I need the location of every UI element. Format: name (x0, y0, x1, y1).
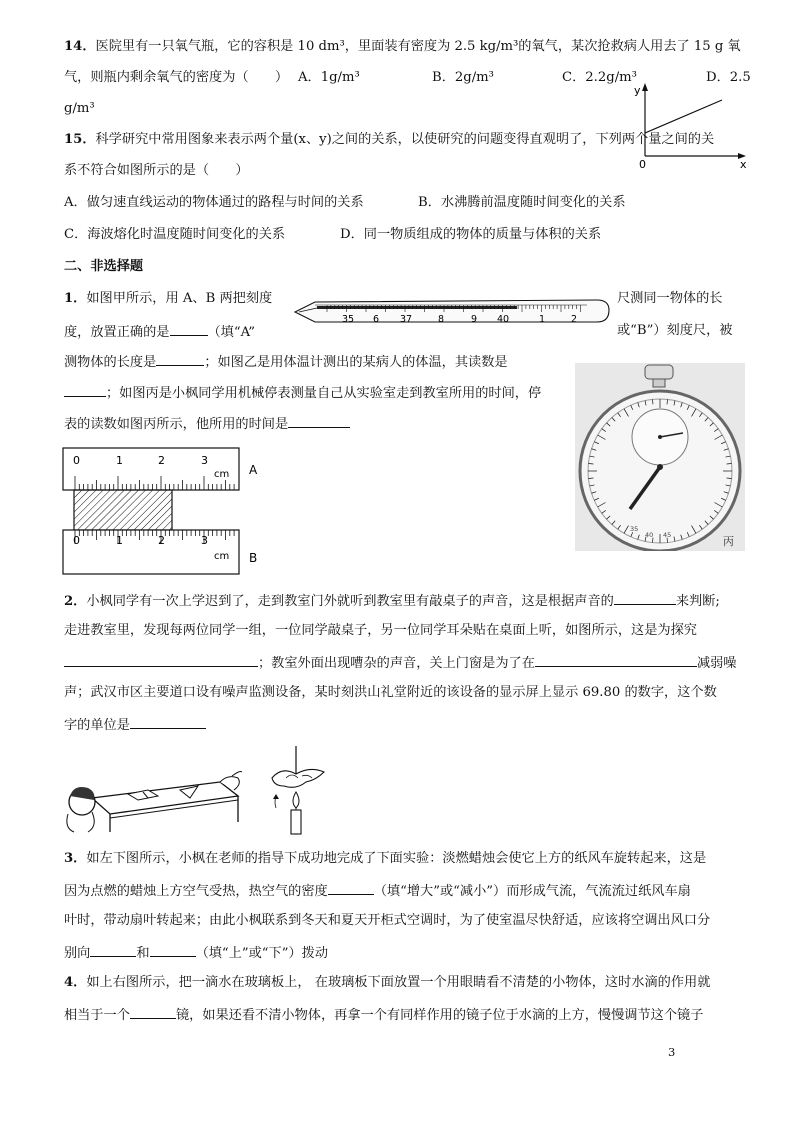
q15-graph-line (645, 100, 722, 133)
p2-text-3b: 减弱噪 (696, 656, 737, 671)
stopwatch-figure (575, 363, 745, 551)
p3-answer-blank-3[interactable] (150, 943, 196, 957)
thermo-label-2: 2 (571, 314, 578, 325)
p1-answer-blank-3[interactable] (64, 383, 106, 397)
q15-text-1: 科学研究中常用图象来表示两个量(x、y)之间的关系，以使研究的问题变得直观明了，下列两个量之间的关 (95, 132, 715, 147)
ruler-b (63, 530, 239, 574)
q14-number: 14． (64, 39, 96, 54)
p2-text-1b: 来判断; (675, 594, 720, 609)
ruler-b-label-1: 1 (116, 534, 123, 547)
thermo-label-1: 1 (539, 314, 546, 325)
q14-option-c: C．2.2g/m³ (562, 70, 637, 85)
p2-number: 2． (64, 594, 87, 609)
q14-line-1 (64, 38, 741, 56)
p1-number: 1． (64, 291, 87, 306)
thermometer-figure (287, 292, 617, 332)
thermo-label-8: 8 (438, 314, 445, 325)
ruler-a-label-0: 0 (73, 454, 80, 467)
q14-option-b: B．2g/m³ (432, 70, 494, 85)
pinwheel (272, 769, 324, 787)
p2-answer-blank-3[interactable] (535, 653, 697, 667)
p3-text-1: 如左下图所示，小枫在老师的指导下成功地完成了下面实验：淡燃蜡烛会使它上方的纸风车旋转起来，这是 (86, 851, 707, 866)
p1-line-4 (64, 383, 541, 403)
q15-option-c: C．海波熔化时温度随时间变化的关系 (64, 227, 286, 242)
page-number: 3 (668, 1045, 676, 1059)
thermo-label-6: 6 (373, 314, 380, 325)
p4-text-1: 如上右图所示，把一滴水在玻璃板上， 在玻璃板下面放置一个用眼睛看不清楚的小物体，这时水滴的作用就 (86, 975, 711, 990)
ruler-a-label-1: 1 (116, 454, 123, 467)
q14-option-d: D．2.5 (706, 70, 751, 85)
thermo-label-37: 37 (400, 314, 413, 325)
p1-line-3 (64, 352, 508, 372)
p3-text-4b: 和 (136, 946, 150, 961)
p4-text-2a: 相当于一个 (64, 1008, 130, 1023)
ruler-b-letter: B (249, 551, 258, 565)
measured-object (74, 490, 172, 530)
q14-text-2: 气，则瓶内剩余氧气的密度为（ ） (64, 70, 289, 85)
p2-text-1a: 小枫同学有一次上学迟到了，走到教室门外就听到教室里有敲桌子的声音，这是根据声音的 (86, 594, 614, 609)
p3-answer-blank-1[interactable] (328, 881, 374, 895)
q14-option-a: A．1g/m³ (298, 70, 360, 85)
p3-answer-blank-2[interactable] (90, 943, 136, 957)
thermo-label-35: 35 (342, 314, 355, 325)
p2-answer-blank-1[interactable] (614, 591, 676, 605)
p1-text-4b: ；如图丙是小枫同学用机械停表测量自己从实验室走到教室所用的时间，停 (106, 386, 542, 401)
q15-number: 15． (64, 132, 96, 147)
q15-option-b: B．水沸腾前温度随时间变化的关系 (418, 195, 626, 210)
p1-line-2a (64, 322, 255, 342)
q15-graph (630, 80, 754, 172)
p1-text-2a: 度，放置正确的是 (64, 325, 170, 340)
p3-text-4a: 别向 (64, 946, 91, 961)
q15-line-1 (64, 131, 714, 149)
p3-text-2a: 因为点燃的蜡烛上方空气受热，热空气的密度 (64, 884, 328, 899)
ruler-a-letter: A (249, 463, 258, 477)
q15-line-2: 系不符合如图所示的是（ ） (64, 163, 249, 178)
q15-graph-origin-label: 0 (639, 158, 646, 171)
p3-line-2 (64, 881, 691, 901)
p2-line-1 (64, 591, 720, 611)
q15-option-d: D．同一物质组成的物体的质量与体积的关系 (340, 227, 602, 242)
p1-text-5a: 表的读数如图丙所示，他所用的时间是 (64, 417, 289, 432)
p4-line-1 (64, 974, 710, 992)
p3-line-3: 叶时，带动扇叶转起来；由此小枫联系到冬天和夏天开柜式空调时，为了使室温尽快舒适，应该将空调出风口分 (64, 913, 711, 928)
p3-text-4c: （填“上”或“下”）拨动 (195, 946, 329, 961)
p3-text-2b: （填“增大”或“减小”）而形成气流，气流流过纸风车扇 (373, 884, 691, 899)
p4-line-2 (64, 1005, 703, 1025)
p1-line-1a (64, 290, 272, 308)
stopwatch-tick-45: 45 (663, 531, 672, 539)
ruler-b-label-0: 0 (73, 534, 80, 547)
p1-answer-blank-2[interactable] (156, 352, 204, 366)
p1-text-2c: 或“B”）刻度尺，被 (617, 323, 733, 338)
students-desk-illustration (62, 770, 242, 834)
p2-line-4: 声；武汉市区主要道口设有噪声监测设备，某时刻洪山礼堂附近的该设备的显示屏上显示 69.80 的数字，这个数 (64, 685, 717, 700)
ruler-figure (62, 446, 272, 578)
p1-text-3b: ；如图乙是用体温计测出的某病人的体温，其读数是 (204, 355, 508, 370)
thermo-label-9: 9 (471, 314, 478, 325)
q15-graph-x-label: x (740, 158, 747, 171)
p3-line-4 (64, 943, 328, 963)
p2-line-3 (64, 653, 737, 673)
p4-text-2b: 镜，如果还看不清小物体，再拿一个有同样作用的镜子位于水滴的上方，慢慢调节这个镜子 (175, 1008, 704, 1023)
p2-answer-blank-4[interactable] (130, 715, 206, 729)
p2-line-2: 走进教室里，发现每两位同学一组，一位同学敲桌子，另一位同学耳朵贴在桌面上听，如图所示，这是为探究 (64, 623, 697, 638)
q14-line-2 (64, 69, 288, 87)
q14-line-3: g/m³ (64, 101, 95, 116)
p2-text-5: 字的单位是 (64, 718, 130, 733)
desk-top (92, 782, 238, 814)
q15-graph-y-label: y (634, 84, 641, 97)
p1-text-1a: 如图甲所示，用 A、B 两把刻度 (86, 291, 273, 306)
p1-text-1b: 尺测同一物体的长 (617, 291, 723, 306)
ruler-a-label-3: 3 (201, 454, 208, 467)
p3-line-1 (64, 850, 706, 868)
stopwatch-tick-40: 40 (645, 531, 654, 539)
q15-option-a: A．做匀速直线运动的物体通过的路程与时间的关系 (64, 195, 364, 210)
candle (291, 810, 301, 834)
p1-text-2b: （填“A” (207, 325, 255, 340)
p2-line-5 (64, 715, 206, 735)
p1-answer-blank-4[interactable] (288, 414, 350, 428)
p2-text-3a: ；教室外面出现嘈杂的声音，关上门窗是为了在 (258, 656, 535, 671)
thermo-label-40: 40 (497, 314, 510, 325)
p2-answer-blank-2[interactable] (64, 653, 258, 667)
p1-line-5 (64, 414, 350, 434)
p4-number: 4． (64, 975, 87, 990)
candle-flame (293, 792, 299, 808)
p1-answer-blank-1[interactable] (170, 322, 208, 336)
ruler-a-unit: cm (214, 469, 230, 480)
candle-pinwheel-illustration (262, 744, 346, 838)
p1-text-3a: 测物体的长度是 (64, 355, 157, 370)
stopwatch-tick-35: 35 (630, 525, 639, 533)
ruler-b-label-3: 3 (201, 534, 208, 547)
p3-number: 3． (64, 851, 87, 866)
section-title: 二、非选择题 (64, 259, 144, 274)
stopwatch-caption: 丙 (723, 535, 734, 548)
ruler-a-label-2: 2 (158, 454, 165, 467)
q14-text-1: 医院里有一只氧气瓶，它的容积是 10 dm³，里面装有密度为 2.5 kg/m³的氧气，某次抢救病人用去了 15 g 氧 (95, 39, 741, 54)
ruler-a (63, 448, 239, 490)
ruler-b-label-2: 2 (158, 534, 165, 547)
p4-answer-blank-1[interactable] (130, 1005, 176, 1019)
ruler-b-unit: cm (214, 551, 230, 562)
